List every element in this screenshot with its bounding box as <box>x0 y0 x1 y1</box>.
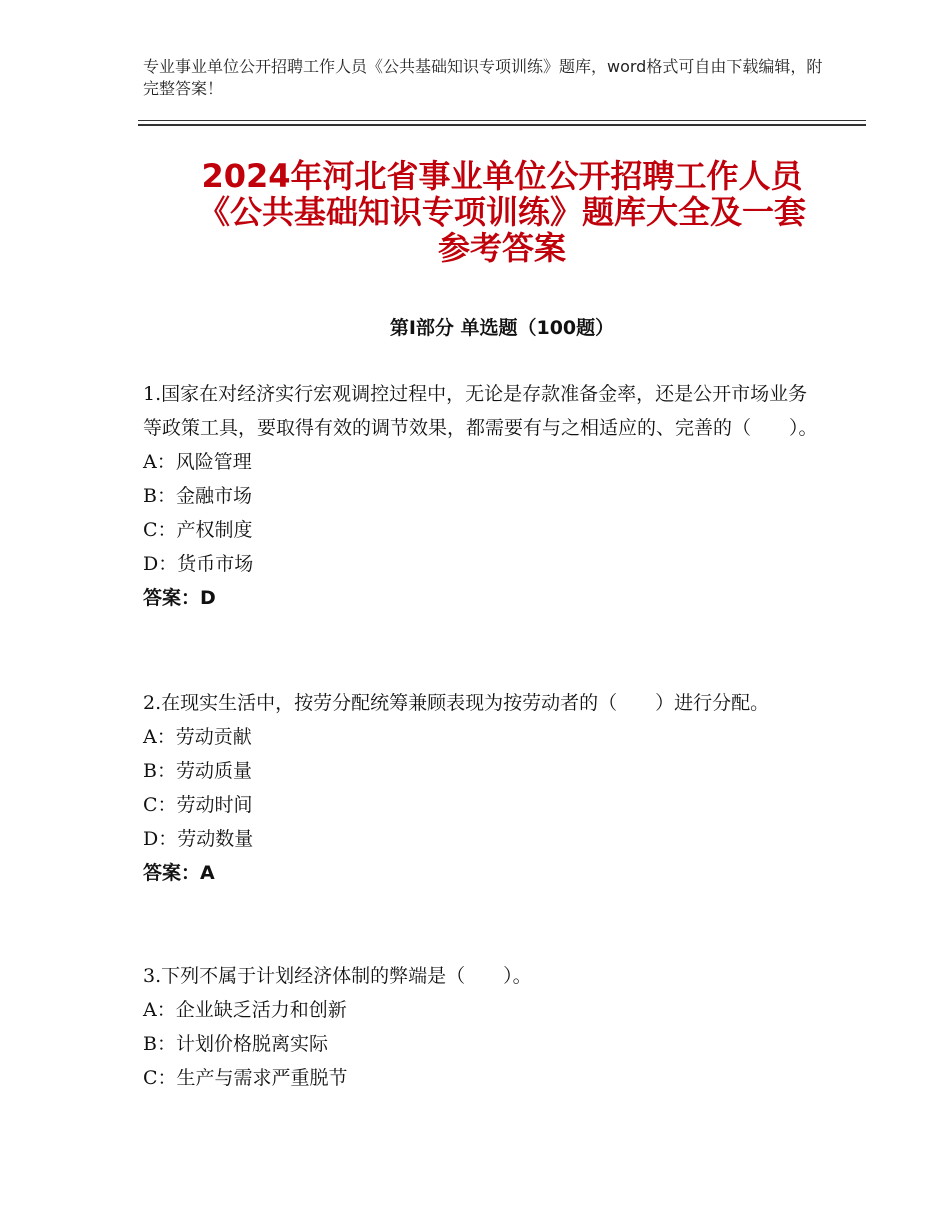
option-c: C：产权制度 <box>143 519 253 541</box>
option-d: D：货币市场 <box>143 553 254 575</box>
title-line-2: 《公共基础知识专项训练》题库大全及一套 <box>197 193 806 231</box>
header-divider-top <box>138 120 866 121</box>
title-line-1: 2024年河北省事业单位公开招聘工作人员 <box>201 157 803 195</box>
option-a: A：劳动贡献 <box>143 726 252 748</box>
option-c: C：生产与需求严重脱节 <box>143 1067 348 1089</box>
header-note: 专业事业单位公开招聘工作人员《公共基础知识专项训练》题库，word格式可自由下载编辑，附完整答案！ <box>143 57 823 98</box>
option-b: B：计划价格脱离实际 <box>143 1033 328 1055</box>
question-stem: 3.下列不属于计划经济体制的弊端是（ ）。 <box>143 965 532 987</box>
question-2 <box>143 686 823 890</box>
title-line-3: 参考答案 <box>437 229 566 267</box>
question-3 <box>143 959 823 1095</box>
option-d: D：劳动数量 <box>143 828 254 850</box>
option-a: A：企业缺乏活力和创新 <box>143 999 347 1021</box>
option-c: C：劳动时间 <box>143 794 253 816</box>
option-a: A：风险管理 <box>143 451 252 473</box>
section-heading: 第Ⅰ部分 单选题（100题） <box>389 317 615 339</box>
question-stem: 1.国家在对经济实行宏观调控过程中，无论是存款准备金率，还是公开市场业务等政策工具，要取得有效的调节效果，都需要有与之相适应的、完善的（ ）。 <box>143 383 818 439</box>
header-divider-bottom <box>138 124 866 126</box>
option-b: B：金融市场 <box>143 485 252 507</box>
document-title <box>138 158 866 266</box>
option-b: B：劳动质量 <box>143 760 252 782</box>
answer: 答案：D <box>143 587 216 609</box>
question-1 <box>143 377 823 615</box>
answer: 答案：A <box>143 862 215 884</box>
question-stem: 2.在现实生活中，按劳分配统筹兼顾表现为按劳动者的（ ）进行分配。 <box>143 692 770 714</box>
